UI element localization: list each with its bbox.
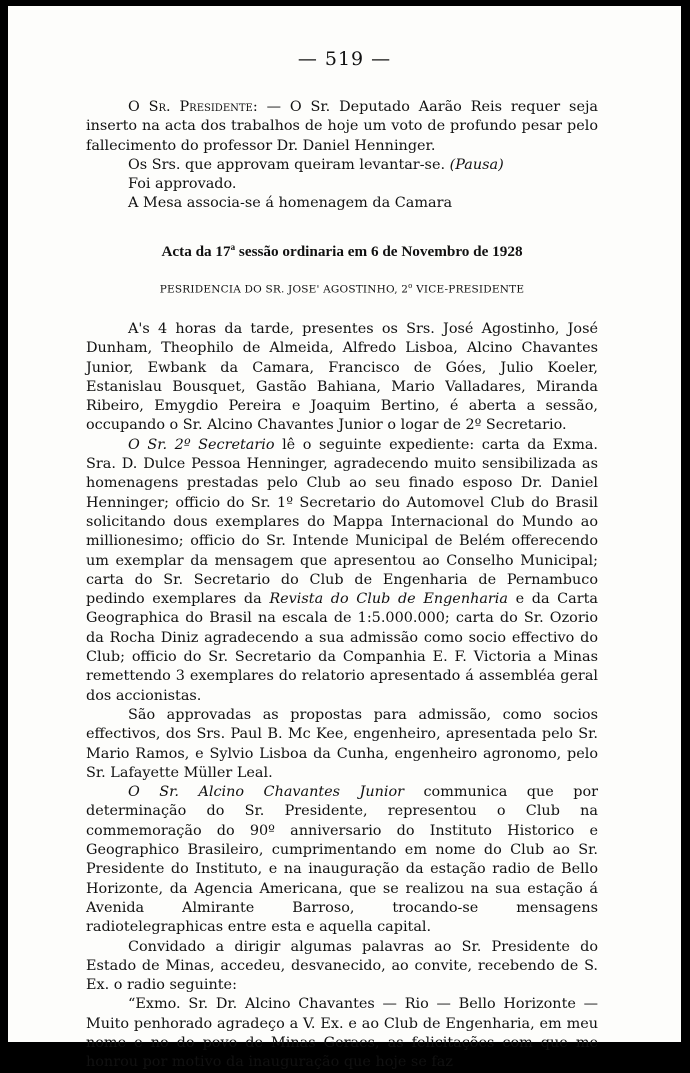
communication-text: communica que por determinação do Sr. Presidente, representou o Club na commemoração do 90º anniversario do Instituto Historico e Geographico Brasileiro, cumprimentando em nome do Club ao Sr. Presidente do Instituto, e na inauguração da estação radio de Bello Horizonte, da Agencia Americana, que se realizou na sua estação á Avenida Almirante Barroso, trocando-se mensagens radiotelegraphicas entre esta e aquella capital.: [86, 784, 598, 936]
vote-text: Os Srs. que approvam queiram levantar-se.: [128, 156, 450, 173]
approved-paragraph: Foi approvado.: [128, 176, 237, 193]
journal-title: Revista do Club de Engenharia: [269, 591, 508, 608]
vote-paragraph: [86, 156, 598, 175]
heading-sup: a: [230, 242, 236, 252]
correspondence-paragraph: [86, 436, 598, 706]
heading-prefix: Acta da 17: [161, 243, 231, 261]
homage-paragraph: A Mesa associa-se á homenagem da Camara: [128, 195, 453, 212]
member-name: O Sr. Alcino Chavantes Junior: [128, 784, 405, 801]
presidency-tail: VICE-PRESIDENTE: [412, 283, 525, 296]
attendance-paragraph: A's 4 horas da tarde, presentes os Srs. José Agostinho, José Dunham, Theophilo de Almeida, Alfredo Lisboa, Alcino Chavantes Junior, Ewbank da Camara, Francisco de Góes, Julio Koeler, Estanislau Bousquet, Gastão Bahiana, Mario Valladares, Miranda Ribeiro, Emygdio Pereira e Joaquim Bertino, é aberta a sessão, occupando o Sr. Alcino Chavantes Junior o logar de 2º Secretario.: [86, 321, 598, 434]
president-text: — O Sr. Deputado Aarão Reis requer seja inserto na acta dos trabalhos de hoje um voto de profundo pesar pelo fallecimento do professor Dr. Daniel Henninger.: [86, 99, 598, 154]
presidency-text: PESRIDENCIA DO SR. JOSE' AGOSTINHO, 2: [159, 283, 409, 296]
speaker-label: O Sr. Presidente:: [128, 99, 258, 115]
president-paragraph: [86, 98, 598, 156]
page-number: — 519 —: [297, 48, 392, 70]
radio-message-paragraph: “Exmo. Sr. Dr. Alcino Chavantes — Rio — Bello Horizonte — Muito penhorado agradeço a V. Ex. e ao Club de Engenharia, em meu nome e no do povo de Minas Geraes, as felicitações com que me honrou por motivo da inauguração que hoje se faz: [86, 996, 598, 1071]
document-page: [8, 6, 681, 1071]
presidency-sup: o: [408, 282, 413, 290]
heading-suffix: sessão ordinaria em 6 de Novembro de 1928: [235, 243, 523, 261]
correspondence-text-1: lê o seguinte expediente: carta da Exma. Sra. D. Dulce Pessoa Henninger, agradecendo muito sensibilizada as homenagens prestadas pelo Club ao seu finado esposo Dr. Daniel Henninger; officio do Sr. 1º Secretario do Automovel Club do Brasil solicitando dous exemplares do Mappa Internacional do Mundo ao millionesimo; officio do Sr. Intende Municipal de Belém offerecendo um exemplar da mensagem que apresentou ao Conselho Municipal; carta do Sr. Secretario do Club de Engenharia de Pernambuco pedindo exemplares da: [86, 436, 598, 608]
correspondence-text-2: e da Carta Geographica do Brasil na escala de 1:5.000.000; carta do Sr. Ozorio da Rocha Diniz agradecendo a sua admissão como socio effectivo do Club; officio do Sr. Secretario da Companhia E. F. Victoria a Minas remettendo 3 exemplares do relatorio apresentado á assembléa geral dos accionistas.: [86, 591, 598, 704]
minutes-body: [86, 320, 598, 1073]
pause-note: (Pausa): [449, 156, 504, 173]
admissions-paragraph: São approvadas as propostas para admissão, como socios effectivos, dos Srs. Paul B. Mc Kee, engenheiro, apresentada pelo Sr. Mario Ramos, e Sylvio Lisboa da Cunha, engenheiro agronomo, pelo Sr. Lafayette Müller Leal.: [86, 706, 598, 781]
invitation-paragraph: Convidado a dirigir algumas palavras ao Sr. Presidente do Estado de Minas, accedeu, desvanecido, ao convite, recebendo de S. Ex. o radio seguinte:: [86, 938, 598, 994]
secretary-name: O Sr. 2º Secretario: [128, 436, 275, 453]
top-section: [86, 98, 598, 214]
session-heading: [86, 242, 598, 261]
presidency-line: [86, 282, 598, 296]
communication-paragraph: [86, 783, 598, 937]
